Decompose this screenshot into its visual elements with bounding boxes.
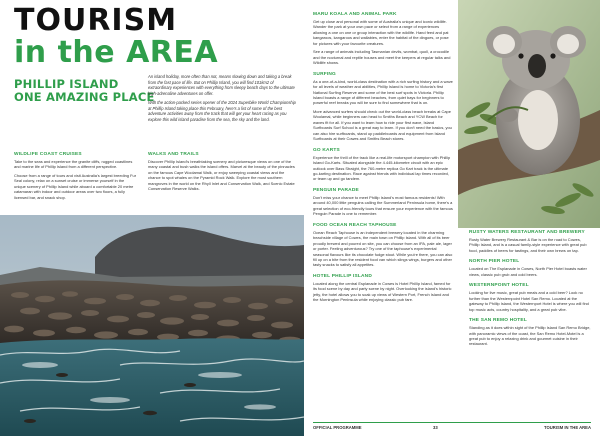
footer-section: TOURISM IN THE AREA <box>544 425 591 430</box>
body-para: Looking for live music, great pub meals and a cold beer? Look no further than the Westernpoint Hotel San Remo. Located at the gateway to Phillip Island, the Westernport Hotel is where you will find top music acts, country hospitality, and a great pub vibe. <box>469 290 589 312</box>
page-footer <box>313 422 591 430</box>
body-para: Discover Phillip Island's breathtaking scenery and picturesque views on one of the many coastal and bush walks the island offers. Marvel at the beauty of the pinnacles on the famous Cape Woolamai Walk, or enjoy sweeping coastal views and the chance to spot whales on the Pyramid Rock Walk. Explore the most southern mangroves in the world on the Rhyll Inlet and Conservation Walk, and Scenic Estate Conservation Reserve Walks. <box>148 159 295 192</box>
title-line-1: TOURISM <box>14 3 178 38</box>
body-para: Experience the thrill of the track like a real-life motorsport champion with Phillip Island Go-Karts. Situated alongside the 4.445-kilometre circuit with an epic outlook over Bass Straight, the 760-metre replica Go Kart track is the ultimate go-karting destination. Race against friends with individual lap times recorded, or team up and go tandem. <box>313 154 451 182</box>
intro-text <box>148 74 298 127</box>
section-body <box>313 195 453 217</box>
section-koala-park <box>313 12 453 66</box>
section-surfing <box>313 72 453 142</box>
body-para: Located along the central Esplanade in Cowes is Hotel Phillip Island, famed for its food scene by day and party scene by night. Overlooking the island's historic jetty, the hotel allows you to soak up views of Western Port, French Island and the Mornington Peninsula while enjoying classic pub fare. <box>313 280 452 303</box>
body-para: Don't miss your chance to meet Phillip Island's most famous residents! With around 40,000 little penguins calling the Summerland Peninsula home, there's a great selection of eco-friendly tours that ensure your experience with the famous Penguin Parade is one to remember. <box>313 194 453 217</box>
body-para: More advanced surfers should check out the world-class beach breaks at Cape Woolamai, while beginners can head to Smiths Beach and YCW Beach for waves fit for all. If you want to learn how to ride your first wave, Island Surfboards Surf School is a great way to learn. If you don't need the basics, you can also hire surfboards, stand up paddleboards and equipment from Island Surfboards at their Cowes and Smiths Beach stores. <box>313 108 452 142</box>
section-heading: FOOD OCEAN REACH TAPHOUSE <box>313 222 397 228</box>
section-body <box>14 159 136 200</box>
section-taphouse <box>313 223 453 268</box>
section-heading: WALKS AND TRAILS <box>148 152 199 157</box>
section-heading: THE SAN REMO HOTEL <box>469 318 527 324</box>
section-body <box>313 155 453 182</box>
middle-column <box>313 12 453 309</box>
title-line-2-prefix: in the <box>14 35 116 70</box>
section-heading: WESTERNPOINT HOTEL <box>469 283 529 289</box>
right-column <box>469 230 591 353</box>
page-title <box>14 3 219 70</box>
section-body <box>313 281 453 303</box>
title-line-2-area: AREA <box>126 35 219 70</box>
footer-publication: OFFICIAL PROGRAMME <box>313 425 362 430</box>
section-heading: MARU KOALA AND ANIMAL PARK <box>313 12 397 17</box>
section-wildlife-cruises <box>14 152 136 203</box>
body-para: Choose from a range of tours and visit Australia's largest breeding Fur Seal colony, relax on a sunset cruise or immerse yourself in the unique scenery of Phillip Island while aboard a comfortable 20 metre catamaran with indoor and outdoor areas over two floors, a fully licensed bar, and snack shop. <box>14 172 137 200</box>
section-heading: SURFING <box>313 71 336 77</box>
section-body <box>313 19 453 66</box>
section-walks-trails <box>148 152 298 195</box>
section-body <box>148 159 298 192</box>
koala-photo <box>458 0 600 228</box>
body-para: Ocean Reach Taphouse is an independent brewery located in the charming beachside village of Cowes, the main town on Phillip Island. With all of its beer proudly brewed and poured on site, you can choose from an IPA, pale ale, lager or porter. Feeling adventurous? Try one of the taphouse's experimental seasonal flavours like its chocolate fudge stout. While you're there, you can also fill up on a bite from the resident food van which slings wings, burgers and other tasty snacks to satisfy all appetites. <box>313 229 453 268</box>
section-heading: NORTH PIER HOTEL <box>469 259 520 265</box>
section-penguin-parade <box>313 188 453 217</box>
seal-colony-photo <box>0 215 304 436</box>
body-para: Get up close and personal with some of Australia's unique and iconic wildlife. Wander the park at your own pace or select from a range of experiences allowing a one on one or group interaction with the wildlife. Hand feed and pat kangaroos, kangaroos and wallabies, enter the habitat of the dingoes, or pose for pictures with your favourite creatures. <box>313 19 449 46</box>
section-body <box>313 79 453 142</box>
body-para: As a one-of-a-kind, world-class destination with a rich surfing history and a wave for all levels of weather and abilities, Phillip Island is home to Victoria's first National Surfing Reserve and some of the best surf spots in Victoria. Phillip Island boasts a range of different beaches, from quiet bays for beginners to powerful reef breaks you will be sure to find somewhere that is on. <box>313 78 453 106</box>
section-rusty-waters <box>469 230 591 253</box>
section-heading: GO KARTS <box>313 147 340 153</box>
section-san-remo-hotel <box>469 318 591 347</box>
body-para: Located on The Esplanade in Cowes, North Pier Hotel boasts water views, classic pub grub and cold beers. <box>469 266 587 277</box>
body-para: Take to the seas and experience the granite cliffs, rugged coastlines and marine life of Phillip Island from a different perspective. <box>14 159 133 170</box>
section-body <box>469 237 591 253</box>
section-body <box>469 290 591 312</box>
section-heading: PENGUIN PARADE <box>313 187 359 193</box>
intro-para: An island holiday, more often than not, means slowing down and taking a break from the fast pace of life. But on Phillip Island, you will find 101km2 of extraordinary experiences with everything from sleepy beach days to the ultimate high-adrenaline adventures on offer. <box>148 74 295 96</box>
page-subtitle <box>14 78 155 103</box>
subtitle-line-2: ONE AMAZING PLACE <box>14 89 155 104</box>
section-heading: WILDLIFE COAST CRUISES <box>14 152 82 157</box>
section-heading: RUSTY WATERS RESTAURANT AND BREWERY <box>469 230 585 235</box>
section-westernpoint <box>469 283 591 312</box>
section-body <box>469 266 591 277</box>
body-para: Standing as it does within sight of the Phillip Island San Remo Bridge, with panoramic views of the coast, the San Remo Hotel-Motel is a great pub to enjoy a relaxing drink and gourmet cuisine in their restaurant. <box>469 325 591 347</box>
section-heading: HOTEL PHILLIP ISLAND <box>313 273 372 279</box>
body-para: Rusty Water Brewery Restaurant & Bar is on the road to Cowes, Phillip Island, and is a casual family-style experience with great pub food, paddles of beers for tastings, and their own brews on tap. <box>469 237 587 253</box>
body-para: See a range of animals including Tasmanian devils, wombat, quoll, a crocodile and the nocturnal and reptile houses and meet the keepers at regular talks and Wildlife shows. <box>313 49 451 66</box>
section-go-karts <box>313 148 453 182</box>
section-north-pier <box>469 259 591 277</box>
title-line-2 <box>14 35 219 70</box>
subtitle-line-1: PHILLIP ISLAND <box>14 77 119 91</box>
intro-para: With the action-packed series opener of the 2024 Superbike World Championship at Phillip Island taking place this February, here's a list of some of the best adventure activities away from the track that will get your heart racing as you explore this wild island paradise from the sea, the sky and the land. <box>148 100 296 122</box>
page-number: 33 <box>433 425 438 430</box>
section-hotel-phillip-island <box>313 274 453 303</box>
section-body <box>469 325 591 347</box>
section-body <box>313 230 453 268</box>
